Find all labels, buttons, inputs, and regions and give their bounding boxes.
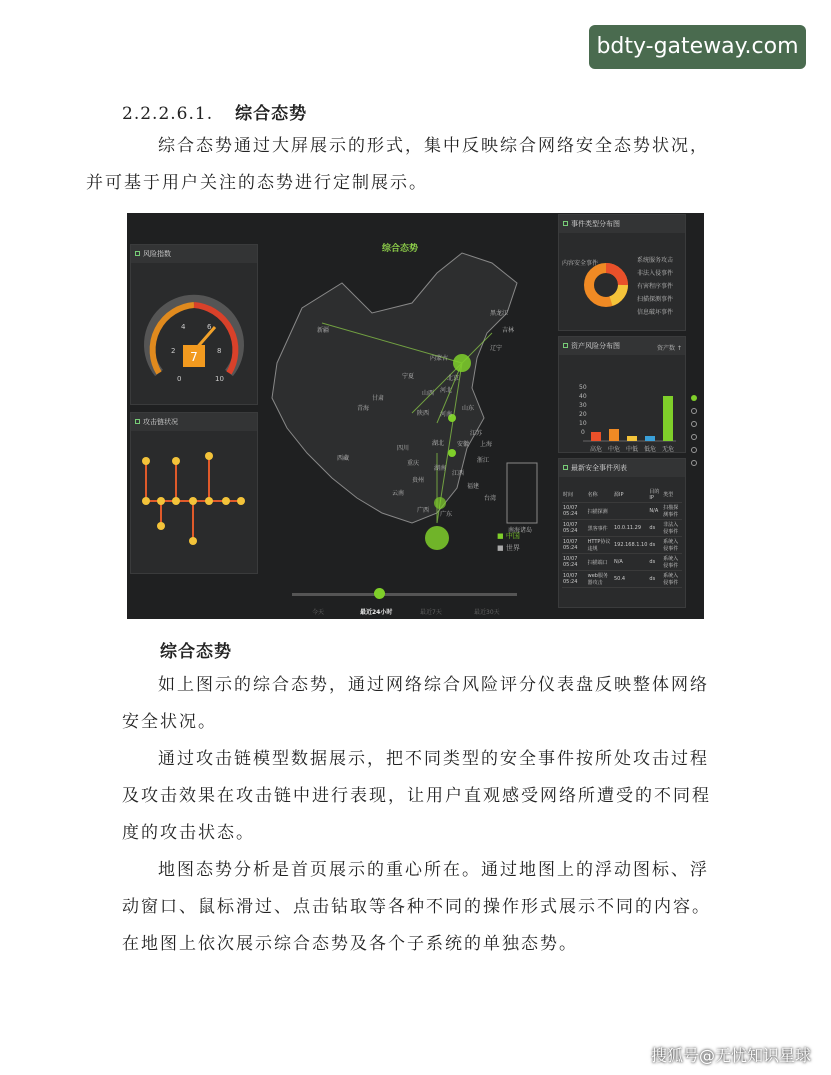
- gauge-tick: 4: [181, 323, 186, 331]
- cell: 10/07 05:24: [562, 537, 587, 554]
- event-type-donut: [581, 260, 631, 310]
- table-row[interactable]: [562, 503, 682, 520]
- dashboard-figure: [127, 213, 704, 619]
- map-label: 上海: [480, 441, 493, 448]
- timeline-track[interactable]: [292, 593, 517, 596]
- body-paragraph: [122, 852, 722, 963]
- map-label: 南海诸岛: [508, 527, 533, 534]
- map-label: 台湾: [484, 495, 497, 502]
- col-header: 类型: [662, 487, 682, 503]
- page-dot-active[interactable]: [691, 395, 697, 401]
- cell: ds: [648, 554, 662, 571]
- map-label: 江苏: [470, 430, 483, 437]
- cell: 10/07 05:24: [562, 503, 587, 520]
- section-heading: [122, 99, 307, 124]
- map-label: 黑龙江: [490, 310, 509, 317]
- gauge-tick: 10: [215, 375, 224, 383]
- page-dot[interactable]: [691, 408, 697, 414]
- table-row[interactable]: [562, 537, 682, 554]
- risk-panel-title: 风险指数: [131, 245, 257, 263]
- y-tick: 50: [579, 384, 587, 391]
- timeline-option[interactable]: 最近30天: [474, 609, 500, 616]
- y-tick: 10: [579, 420, 587, 427]
- body-paragraph: [122, 741, 722, 852]
- map-label: 河北: [440, 387, 453, 394]
- asset-bar: [645, 436, 655, 441]
- cell: 系统入侵事件: [662, 537, 682, 554]
- asset-bar: [627, 436, 637, 441]
- y-tick: 40: [579, 393, 587, 400]
- intro-line: 并可基于用户关注的态势进行定制展示。: [86, 173, 428, 193]
- map-label: 山东: [462, 405, 475, 412]
- cell: web服务器攻击: [587, 571, 613, 588]
- legend-world[interactable]: ■ 世界: [497, 544, 520, 552]
- paragraph-line: 如上图示的综合态势，通过网络综合风险评分仪表盘反映整体网络: [158, 675, 709, 695]
- map-label: 辽宁: [490, 345, 503, 352]
- map-title: 综合态势: [382, 244, 419, 254]
- map-label: 陕西: [417, 410, 430, 417]
- event-type-title: 事件类型分布图: [559, 215, 685, 233]
- map-label: 湖南: [434, 465, 447, 472]
- asset-bar: [591, 432, 601, 441]
- cell: ds: [648, 537, 662, 554]
- paragraph-line: 通过攻击链模型数据展示，把不同类型的安全事件按所处攻击过程: [158, 749, 709, 769]
- map-label: 山西: [422, 390, 435, 397]
- map-label: 江西: [452, 470, 465, 477]
- y-tick: 20: [579, 411, 587, 418]
- cell: 非法入侵事件: [662, 520, 682, 537]
- asset-risk-panel: [558, 336, 686, 453]
- cell: HTTP协议违规: [587, 537, 613, 554]
- event-type-label: 信息破坏事件: [637, 309, 674, 316]
- gauge-tick: 0: [177, 375, 182, 383]
- event-type-label: 非法入侵事件: [637, 270, 674, 277]
- map-label: 四川: [397, 445, 410, 452]
- gauge-tick: 2: [171, 347, 176, 355]
- asset-risk-title: 资产风险分布图: [559, 337, 685, 355]
- y-tick: 0: [581, 429, 585, 436]
- paragraph-line: 安全状况。: [122, 712, 217, 732]
- col-header: 源IP: [613, 487, 648, 503]
- event-type-label: 有害程序事件: [637, 283, 674, 290]
- map-label: 贵州: [412, 477, 425, 484]
- risk-gauge: [131, 263, 257, 403]
- event-type-label: 扫描探测事件: [637, 296, 674, 303]
- cell: 系统入侵事件: [662, 554, 682, 571]
- y-tick: 30: [579, 402, 587, 409]
- cell: [613, 503, 648, 520]
- event-list-panel: [558, 458, 686, 608]
- map-label: 广西: [417, 507, 430, 514]
- cell: 10/07 05:24: [562, 571, 587, 588]
- gauge-tick: 8: [217, 347, 222, 355]
- x-tick: 低危: [644, 446, 657, 453]
- event-table-header: [562, 487, 682, 503]
- page-dot[interactable]: [691, 434, 697, 440]
- asset-legend: 资产数 ↑: [657, 345, 682, 352]
- event-list-title: 最新安全事件列表: [559, 459, 685, 477]
- map-label: 河南: [440, 411, 453, 418]
- map-label: 甘肃: [372, 395, 385, 402]
- body-paragraph: [122, 667, 722, 741]
- section-title: 综合态势: [235, 104, 308, 124]
- event-table: [562, 487, 682, 588]
- intro-paragraph: [86, 128, 722, 202]
- map-label: 重庆: [407, 460, 420, 467]
- figure-caption: 综合态势: [160, 642, 232, 662]
- map-label: 吉林: [502, 327, 515, 334]
- col-header: 名称: [587, 487, 613, 503]
- attack-chain-panel: [130, 412, 258, 574]
- risk-value: 7: [190, 350, 198, 364]
- timeline-option[interactable]: 今天: [312, 609, 325, 616]
- cell: 扫描端口: [587, 554, 613, 571]
- cell: ds: [648, 520, 662, 537]
- watermark-badge: bdty-gateway.com: [589, 25, 806, 69]
- intro-line: 综合态势通过大屏展示的形式，集中反映综合网络安全态势状况，: [158, 136, 709, 156]
- cell: 50.4: [613, 571, 648, 588]
- cell: N/A: [613, 554, 648, 571]
- col-header: 目的IP: [648, 487, 662, 503]
- cell: 系统入侵事件: [662, 571, 682, 588]
- map-label: 西藏: [337, 455, 350, 462]
- x-tick: 无危: [662, 446, 675, 453]
- table-row[interactable]: [562, 520, 682, 537]
- col-header: 时间: [562, 487, 587, 503]
- timeline-handle[interactable]: [374, 588, 385, 599]
- page-dot[interactable]: [691, 460, 697, 466]
- map-label: 福建: [467, 483, 480, 490]
- legend-world-label: 世界: [505, 544, 520, 552]
- paragraph-line: 地图态势分析是首页展示的重心所在。通过地图上的浮动图标、浮: [158, 860, 709, 880]
- map-label: 宁夏: [402, 373, 415, 380]
- x-tick: 中低: [626, 446, 639, 453]
- legend-china[interactable]: ■ 中国: [497, 532, 520, 540]
- paragraph-line: 动窗口、鼠标滑过、点击钻取等各种不同的操作形式展示不同的内容。: [122, 897, 711, 917]
- gauge-tick: 6: [207, 323, 212, 331]
- event-type-label: 系统服务攻击: [637, 257, 674, 264]
- cell: ds: [648, 571, 662, 588]
- table-row[interactable]: [562, 571, 682, 588]
- paragraph-line: 度的攻击状态。: [122, 823, 255, 843]
- page-dot[interactable]: [691, 421, 697, 427]
- page-dots: [691, 395, 698, 466]
- table-row[interactable]: [562, 554, 682, 571]
- risk-panel: [130, 244, 258, 405]
- map-label: 青海: [357, 405, 370, 412]
- footer-watermark: 搜狐号@无忧知识星球: [650, 1046, 811, 1065]
- cell: 10/07 05:24: [562, 554, 587, 571]
- x-tick: 高危: [590, 446, 603, 453]
- attack-chain-title: 攻击链状况: [131, 413, 257, 431]
- map-label: 内蒙古: [430, 355, 449, 362]
- map-area[interactable]: [262, 213, 552, 619]
- asset-bar: [609, 429, 619, 441]
- cell: 扫描探测事件: [662, 503, 682, 520]
- paragraph-line: 及攻击效果在攻击链中进行表现，让用户直观感受网络所遭受的不同程: [122, 786, 711, 806]
- attack-chain-graph: [131, 431, 257, 571]
- event-type-label: 内容安全事件: [562, 260, 599, 267]
- map-label: 云南: [392, 490, 405, 497]
- map-label: 新疆: [317, 327, 330, 334]
- cell: 黑客事件: [587, 520, 613, 537]
- timeline-option[interactable]: 最近7天: [420, 609, 442, 616]
- map-label: 广东: [440, 511, 453, 518]
- cell: 192.168.1.10: [613, 537, 648, 554]
- x-tick: 中危: [608, 446, 621, 453]
- china-map: [262, 213, 552, 573]
- cell: 10/07 05:24: [562, 520, 587, 537]
- cell: 扫描探测: [587, 503, 613, 520]
- legend-china-label: 中国: [505, 532, 520, 540]
- timeline-option[interactable]: 最近24小时: [360, 609, 393, 616]
- page-dot[interactable]: [691, 447, 697, 453]
- map-label: 浙江: [477, 457, 490, 464]
- event-type-panel: [558, 214, 686, 331]
- cell: 10.0.11.29: [613, 520, 648, 537]
- map-label: 安徽: [457, 441, 470, 448]
- map-label: 湖北: [432, 440, 445, 447]
- asset-bar: [663, 396, 673, 441]
- section-number: 2.2.2.6.1.: [122, 104, 214, 124]
- map-label: 北京: [447, 375, 460, 382]
- paragraph-line: 在地图上依次展示综合态势及各个子系统的单独态势。: [122, 934, 578, 954]
- cell: N/A: [648, 503, 662, 520]
